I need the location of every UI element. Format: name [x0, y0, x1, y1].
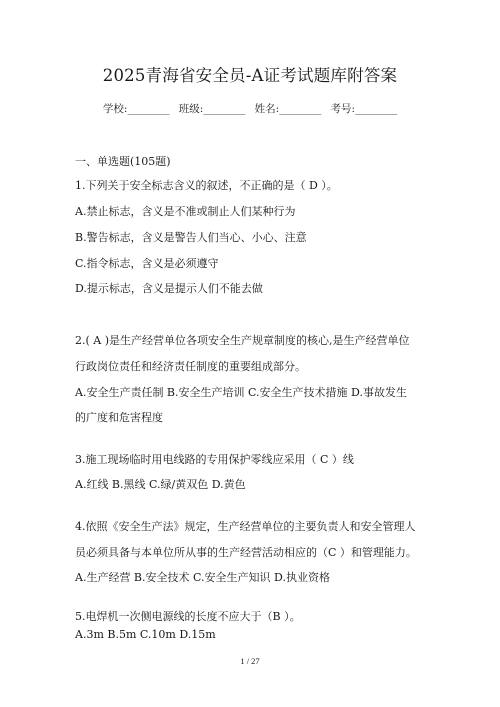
question-2-options-line-2: 的广度和危害程度: [75, 411, 163, 424]
question-1-stem: 1.下列关于安全标志含义的叙述，不正确的是（ D ）。: [75, 179, 338, 192]
question-3-options: A.红线 B.黑线 C.绿/黄双色 D.黄色: [75, 478, 246, 491]
question-4-options: A.生产经营 B.安全技术 C.安全生产知识 D.执业资格: [75, 571, 330, 584]
question-1-option-c: C.指令标志，含义是必须遵守: [75, 257, 219, 270]
question-2-stem-line-1: 2.( A )是生产经营单位各项安全生产规章制度的核心,是生产经营单位: [75, 334, 410, 347]
question-1-option-d: D.提示标志，含义是提示人们不能去做: [75, 282, 263, 295]
question-1-option-a: A.禁止标志，含义是不准或制止人们某种行为: [75, 205, 296, 218]
document-title: 2025青海省安全员-A证考试题库附答案: [102, 66, 398, 85]
question-4-stem-line-1: 4.依照《安全生产法》规定，生产经营单位的主要负责人和安全管理人: [75, 520, 416, 533]
question-5-options: A.3m B.5m C.10m D.15m: [75, 628, 216, 641]
question-2-stem-line-2: 行政岗位责任和经济责任制度的重要组成部分。: [75, 360, 306, 373]
page-indicator: 1 / 27: [240, 656, 260, 666]
question-2-options-line-1: A.安全生产责任制 B.安全生产培训 C.安全生产技术措施 D.事故发生: [75, 386, 407, 399]
question-4-stem-line-2: 员必须具备与本单位所从事的生产经营活动相应的（C ）和管理能力。: [75, 546, 417, 559]
section-heading: 一、单选题(105题): [75, 155, 171, 168]
question-1-option-b: B.警告标志，含义是警告人们当心、小心、注意: [75, 231, 307, 244]
question-3-stem: 3.施工现场临时用电线路的专用保护零线应采用（ C ）线: [75, 453, 354, 466]
student-info-line: 学校:________ 班级:________ 姓名:________ 考号:________: [102, 103, 398, 115]
question-5-stem: 5.电焊机一次侧电源线的长度不应大于（B ）。: [75, 610, 301, 623]
